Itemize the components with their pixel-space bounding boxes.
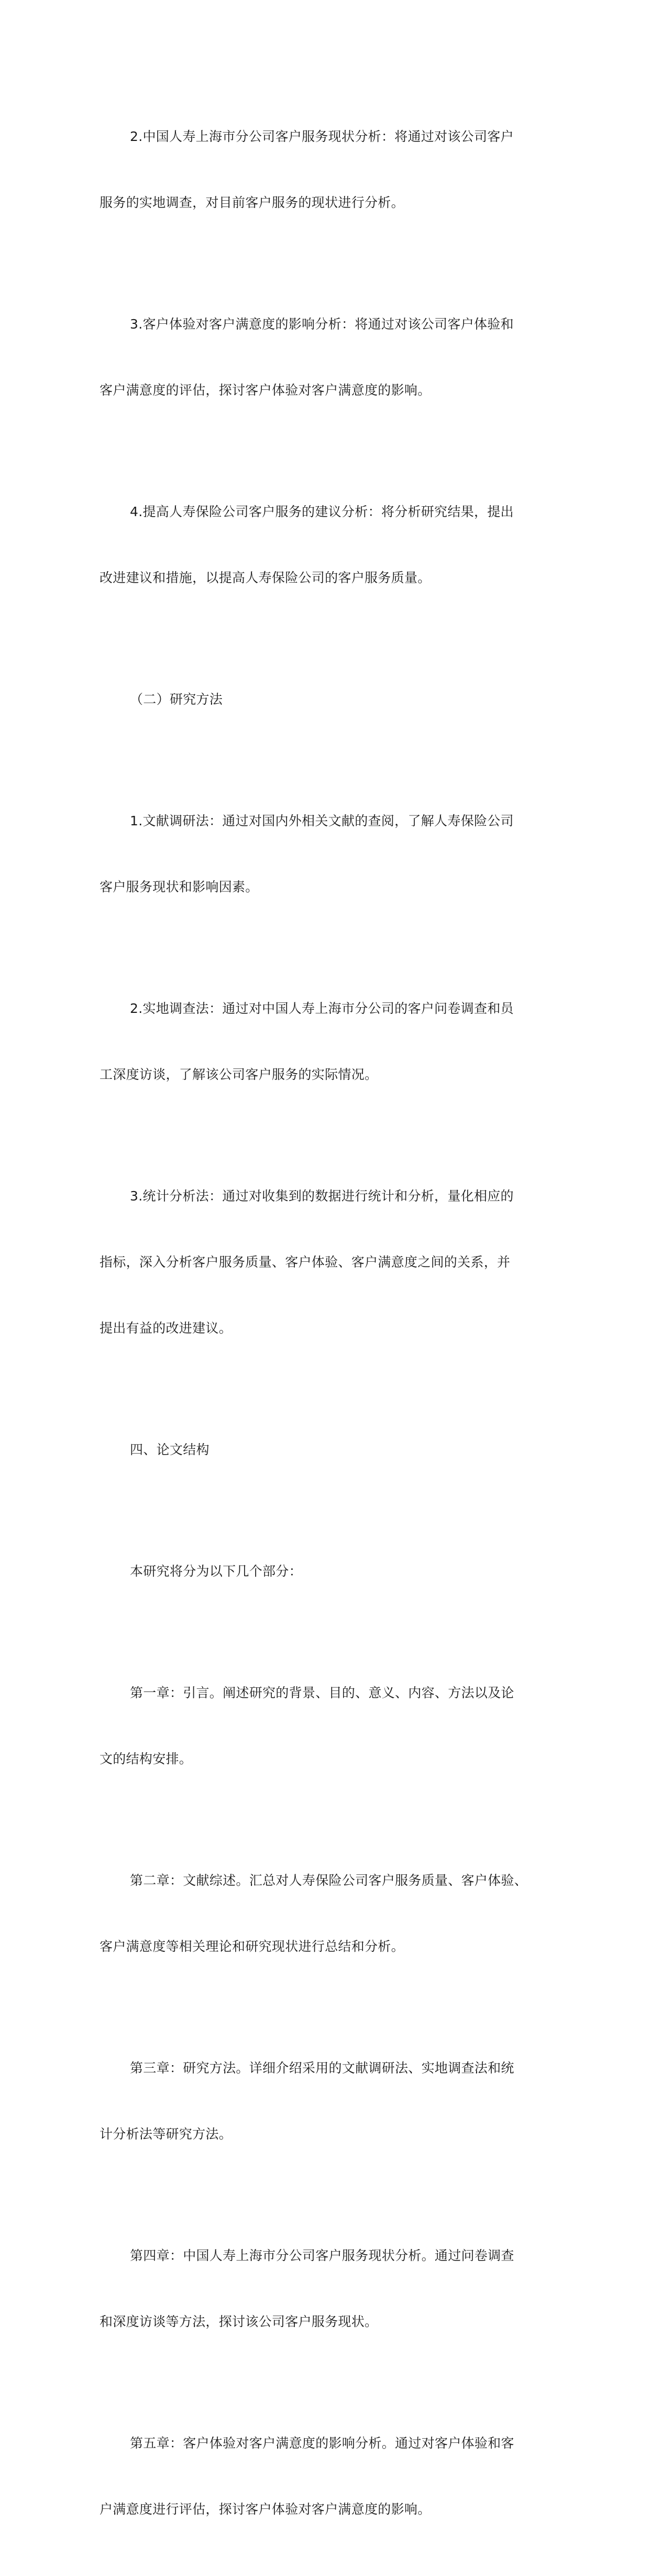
- paragraph-line: 1.文献调研法：通过对国内外相关文献的查阅，了解人寿保险公司: [130, 813, 514, 828]
- paragraph-line: 提出有益的改进建议。: [100, 1320, 233, 1336]
- paragraph-chapter-5: [100, 2388, 560, 2564]
- paragraph-line: 客户满意度等相关理论和研究现状进行总结和分析。: [100, 1939, 404, 1954]
- heading-text: 四、论文结构: [130, 1442, 210, 1457]
- paragraph-2-service-status: [100, 82, 560, 258]
- section-heading-research-methods: [100, 645, 560, 755]
- paragraph-line: 计分析法等研究方法。: [100, 2126, 233, 2142]
- paragraph-line: 文的结构安排。: [100, 1751, 193, 1766]
- paragraph-3-experience-impact: [100, 269, 560, 445]
- heading-text: （二）研究方法: [130, 692, 223, 707]
- paragraph-line: 和深度访谈等方法，探讨该公司客户服务现状。: [100, 2314, 378, 2329]
- paragraph-line: 改进建议和措施，以提高人寿保险公司的客户服务质量。: [100, 570, 431, 585]
- paragraph-line: 工深度访谈，了解该公司客户服务的实际情况。: [100, 1067, 378, 1082]
- document-body: [100, 82, 560, 2576]
- paragraph-method-literature: [100, 766, 560, 942]
- paragraph-line: 2.中国人寿上海市分公司客户服务现状分析：将通过对该公司客户: [130, 129, 514, 144]
- paragraph-method-statistics: [100, 1141, 560, 1383]
- paragraph-line: 第四章：中国人寿上海市分公司客户服务现状分析。通过问卷调查: [130, 2248, 514, 2263]
- paragraph-line: 第一章：引言。阐述研究的背景、目的、意义、内容、方法以及论: [130, 1685, 514, 1700]
- paragraph-line: 第三章：研究方法。详细介绍采用的文献调研法、实地调查法和统: [130, 2060, 514, 2076]
- paragraph-4-suggestions: [100, 457, 560, 633]
- paragraph-line: 本研究将分为以下几个部分：: [130, 1564, 302, 1579]
- paragraph-line: 3.统计分析法：通过对收集到的数据进行统计和分析，量化相应的: [130, 1188, 514, 1204]
- paragraph-line: 客户服务现状和影响因素。: [100, 879, 259, 894]
- paragraph-line: 第五章：客户体验对客户满意度的影响分析。通过对客户体验和客: [130, 2436, 514, 2451]
- paragraph-line: 2.实地调查法：通过对中国人寿上海市分公司的客户问卷调查和员: [130, 1001, 514, 1016]
- paragraph-chapter-4: [100, 2201, 560, 2377]
- paragraph-line: 服务的实地调查，对目前客户服务的现状进行分析。: [100, 195, 404, 210]
- paragraph-chapter-1: [100, 1638, 560, 1814]
- paragraph-line: 客户满意度的评估，探讨客户体验对客户满意度的影响。: [100, 383, 431, 398]
- paragraph-method-field-survey: [100, 954, 560, 1130]
- paragraph-structure-intro: [100, 1516, 560, 1627]
- paragraph-chapter-3: [100, 2013, 560, 2189]
- paragraph-line: 指标，深入分析客户服务质量、客户体验、客户满意度之间的关系，并: [100, 1254, 511, 1270]
- section-heading-thesis-structure: [100, 1395, 560, 1505]
- paragraph-chapter-2: [100, 1826, 560, 2002]
- paragraph-line: 第二章：文献综述。汇总对人寿保险公司客户服务质量、客户体验、: [130, 1873, 528, 1888]
- paragraph-line: 3.客户体验对客户满意度的影响分析：将通过对该公司客户体验和: [130, 316, 514, 332]
- paragraph-line: 4.提高人寿保险公司客户服务的建议分析：将分析研究结果，提出: [130, 504, 514, 519]
- paragraph-line: 户满意度进行评估，探讨客户体验对客户满意度的影响。: [100, 2502, 431, 2517]
